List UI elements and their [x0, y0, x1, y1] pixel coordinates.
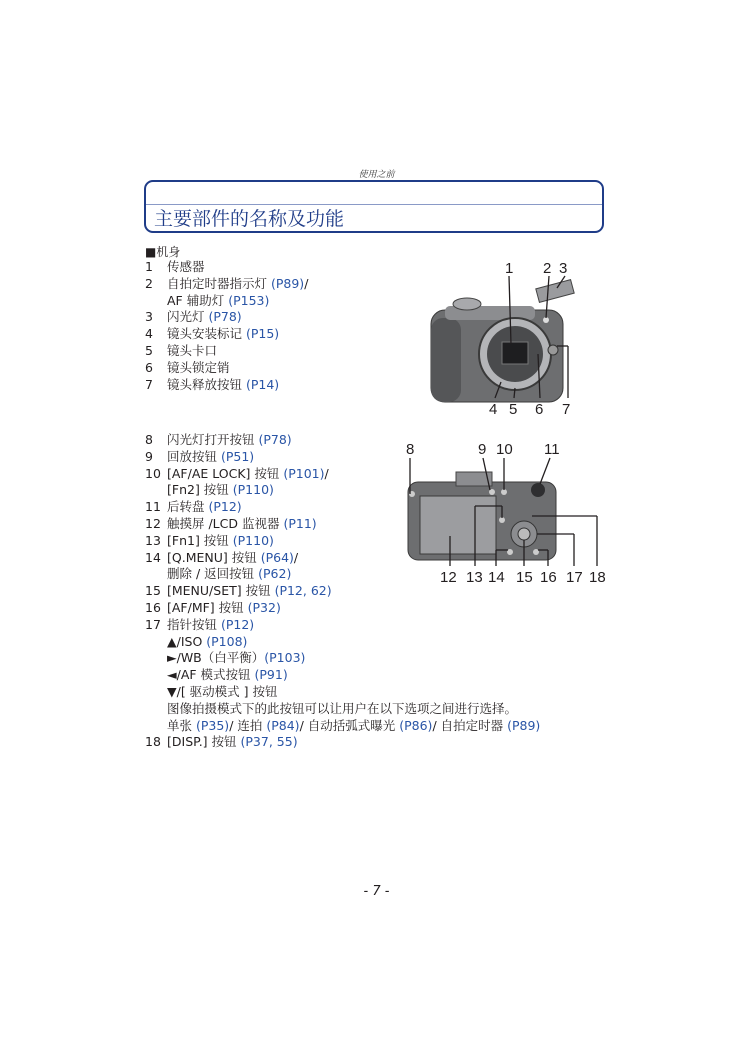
- page-reference: (P91): [254, 667, 288, 683]
- item-number: 9: [145, 448, 153, 464]
- item-number: 15: [145, 583, 161, 599]
- item-number: [145, 650, 167, 667]
- item-text-part: 闪光灯: [167, 309, 209, 325]
- item-text: [167, 259, 205, 276]
- item-text: [167, 499, 242, 516]
- rear-dial: [531, 483, 545, 497]
- item-number: 6: [145, 359, 153, 375]
- page-reference: (P78): [208, 309, 242, 325]
- page-reference: (P153): [228, 292, 270, 308]
- item-text-part: 镜头释放按钮: [167, 376, 246, 392]
- page-title: 主要部件的名称及功能: [154, 208, 345, 230]
- item-number: 16: [145, 599, 161, 615]
- page-reference: (P86): [399, 717, 433, 733]
- item-number: [145, 293, 167, 310]
- item-text: [167, 701, 517, 718]
- list-item: [145, 259, 308, 276]
- camera-back-illustration: [400, 438, 612, 588]
- list-item: [145, 309, 308, 326]
- camera-front-illustration: [425, 258, 595, 420]
- item-text-part: ◄/AF 模式按钮: [167, 667, 255, 683]
- item-number: 2: [145, 275, 153, 291]
- item-text: [167, 600, 281, 617]
- item-text: [167, 482, 274, 499]
- item-text-part: [Fn1] 按钮: [167, 532, 233, 548]
- page-reference: (P110): [232, 482, 274, 498]
- page-reference: (P37, 55): [240, 734, 298, 750]
- item-text-part: AF 辅助灯: [167, 292, 229, 308]
- item-number: 18: [145, 734, 161, 750]
- item-text: [167, 634, 247, 651]
- item-number: [145, 566, 167, 583]
- list-item: [145, 701, 540, 718]
- back-label-12: 12: [440, 569, 457, 586]
- item-text-part: /: [324, 465, 329, 481]
- item-text: [167, 343, 217, 360]
- list-item: [145, 343, 308, 360]
- item-number: 3: [145, 309, 153, 325]
- item-text-part: 单张: [167, 717, 196, 733]
- item-text-part: 镜头安装标记: [167, 326, 246, 342]
- parts-list-front: [145, 259, 308, 393]
- back-label-11: 11: [544, 441, 560, 458]
- mode-dial: [453, 298, 481, 310]
- list-item: [145, 360, 308, 377]
- item-text: [167, 566, 291, 583]
- item-text-part: [MENU/SET] 按钮: [167, 583, 275, 599]
- item-text-part: ▲/ISO: [167, 633, 207, 649]
- front-label-6: 6: [535, 401, 544, 418]
- page-reference: (P32): [247, 599, 281, 615]
- front-label-4: 4: [489, 401, 498, 418]
- front-label-7: 7: [562, 401, 571, 418]
- item-number: 4: [145, 326, 153, 342]
- page-reference: (P14): [245, 376, 280, 392]
- item-text: [167, 550, 298, 567]
- item-text-part: 回放按钮: [167, 448, 221, 464]
- item-number: 1: [145, 259, 153, 274]
- item-text-part: /: [304, 275, 309, 291]
- item-number: 10: [145, 465, 161, 481]
- item-number: 14: [145, 549, 161, 565]
- list-item: [145, 650, 540, 667]
- item-text: [167, 466, 329, 483]
- item-text-part: 镜头卡口: [167, 342, 218, 358]
- list-item: [145, 276, 308, 293]
- menu-set-button: [518, 528, 530, 540]
- item-text-part: [Fn2] 按钮: [167, 482, 233, 498]
- list-item: [145, 326, 308, 343]
- back-label-16: 16: [540, 569, 557, 586]
- item-text-part: 图像拍摄模式下的此按钮可以让用户在以下选项之间进行选择。: [167, 700, 518, 716]
- page-reference: (P108): [206, 633, 248, 649]
- item-text-part: 传感器: [167, 259, 205, 274]
- flash-unit: [536, 280, 574, 303]
- item-text-part: 指针按钮: [167, 616, 221, 632]
- item-text-part: [DISP.] 按钮: [167, 734, 241, 750]
- page-reference: (P89): [507, 717, 541, 733]
- item-text: [167, 533, 274, 550]
- back-label-18: 18: [589, 569, 606, 586]
- item-text: [167, 617, 254, 634]
- item-number: 7: [145, 376, 153, 392]
- item-number: [145, 701, 167, 718]
- back-label-10: 10: [496, 441, 513, 458]
- item-text-part: 触摸屏 /LCD 监视器: [167, 515, 284, 531]
- item-number: [145, 684, 167, 701]
- list-item: [145, 734, 540, 751]
- item-number: [145, 634, 167, 651]
- list-item: [145, 617, 540, 634]
- page-reference: (P35): [195, 717, 230, 733]
- item-text: [167, 684, 278, 701]
- item-number: 8: [145, 432, 153, 447]
- item-text-part: ►/WB（白平衡）: [167, 650, 265, 666]
- item-number: 11: [145, 499, 161, 515]
- item-text-part: [AF/MF] 按钮: [167, 599, 248, 615]
- list-item: [145, 718, 540, 735]
- list-item: [145, 684, 540, 701]
- list-item: [145, 377, 308, 394]
- item-text-part: [AF/AE LOCK] 按钮: [167, 465, 284, 481]
- item-text-part: 后转盘: [167, 499, 209, 515]
- item-text-part: 闪光灯打开按钮: [167, 432, 259, 447]
- page-number: - 7 -: [363, 884, 390, 899]
- back-label-8: 8: [406, 441, 415, 458]
- item-text: [167, 377, 279, 394]
- page-reference: (P103): [264, 650, 306, 666]
- title-rule: [146, 204, 602, 205]
- item-number: 5: [145, 342, 153, 358]
- item-text-part: 镜头锁定销: [167, 359, 230, 375]
- back-label-17: 17: [566, 569, 583, 586]
- item-text: [167, 667, 288, 684]
- page-reference: (P51): [220, 448, 255, 464]
- list-item: [145, 667, 540, 684]
- front-label-3: 3: [559, 260, 568, 277]
- page-reference: (P15): [245, 326, 280, 342]
- front-label-5: 5: [509, 401, 518, 418]
- item-text-part: 自拍定时器指示灯: [167, 275, 271, 291]
- item-text: [167, 276, 308, 293]
- page-reference: (P84): [266, 717, 300, 733]
- item-number: [145, 718, 167, 735]
- page-reference: (P64): [260, 549, 294, 565]
- lcd-monitor: [420, 496, 496, 554]
- item-number: [145, 667, 167, 684]
- item-text-part: / 连拍: [229, 717, 267, 733]
- back-label-9: 9: [478, 441, 487, 458]
- camera-grip: [431, 318, 461, 402]
- list-item: [145, 600, 540, 617]
- item-text: [167, 718, 540, 735]
- page-reference: (P110): [232, 532, 274, 548]
- list-item: [145, 634, 540, 651]
- item-text-part: / 自动括弧式曝光: [299, 717, 400, 733]
- back-label-15: 15: [516, 569, 533, 586]
- page-reference: (P12): [208, 499, 242, 515]
- item-number: 12: [145, 515, 161, 531]
- item-text-part: / 自拍定时器: [432, 717, 508, 733]
- back-label-14: 14: [488, 569, 505, 586]
- item-text: [167, 516, 317, 533]
- page-reference: (P78): [258, 432, 292, 447]
- item-text: [167, 583, 332, 600]
- running-header: 使用之前: [358, 170, 395, 180]
- item-text: [167, 360, 230, 377]
- item-text-part: [Q.MENU] 按钮: [167, 549, 261, 565]
- item-text-part: 删除 / 返回按钮: [167, 566, 259, 582]
- section-heading: ■机身: [145, 245, 181, 259]
- page-reference: (P62): [258, 566, 292, 582]
- item-text: [167, 293, 269, 310]
- back-label-13: 13: [466, 569, 483, 586]
- list-item: [145, 293, 308, 310]
- front-label-1: 1: [505, 260, 514, 277]
- page-reference: (P101): [283, 465, 325, 481]
- page-reference: (P11): [283, 515, 317, 531]
- page-reference: (P12, 62): [274, 583, 332, 599]
- release-button: [548, 345, 558, 355]
- front-label-2: 2: [543, 260, 552, 277]
- page-reference: (P12): [220, 616, 255, 632]
- item-text: [167, 309, 242, 326]
- page-reference: (P89): [270, 275, 305, 291]
- item-text: [167, 734, 298, 751]
- item-text: [167, 432, 292, 449]
- item-number: 13: [145, 532, 161, 548]
- title-box: [144, 180, 604, 233]
- item-text-part: ▼/[ 驱动模式 ] 按钮: [167, 683, 278, 699]
- item-text: [167, 449, 254, 466]
- item-number: [145, 482, 167, 499]
- sensor: [502, 342, 528, 364]
- item-text: [167, 650, 305, 667]
- item-number: 17: [145, 616, 161, 632]
- item-text: [167, 326, 279, 343]
- item-text-part: /: [293, 549, 299, 565]
